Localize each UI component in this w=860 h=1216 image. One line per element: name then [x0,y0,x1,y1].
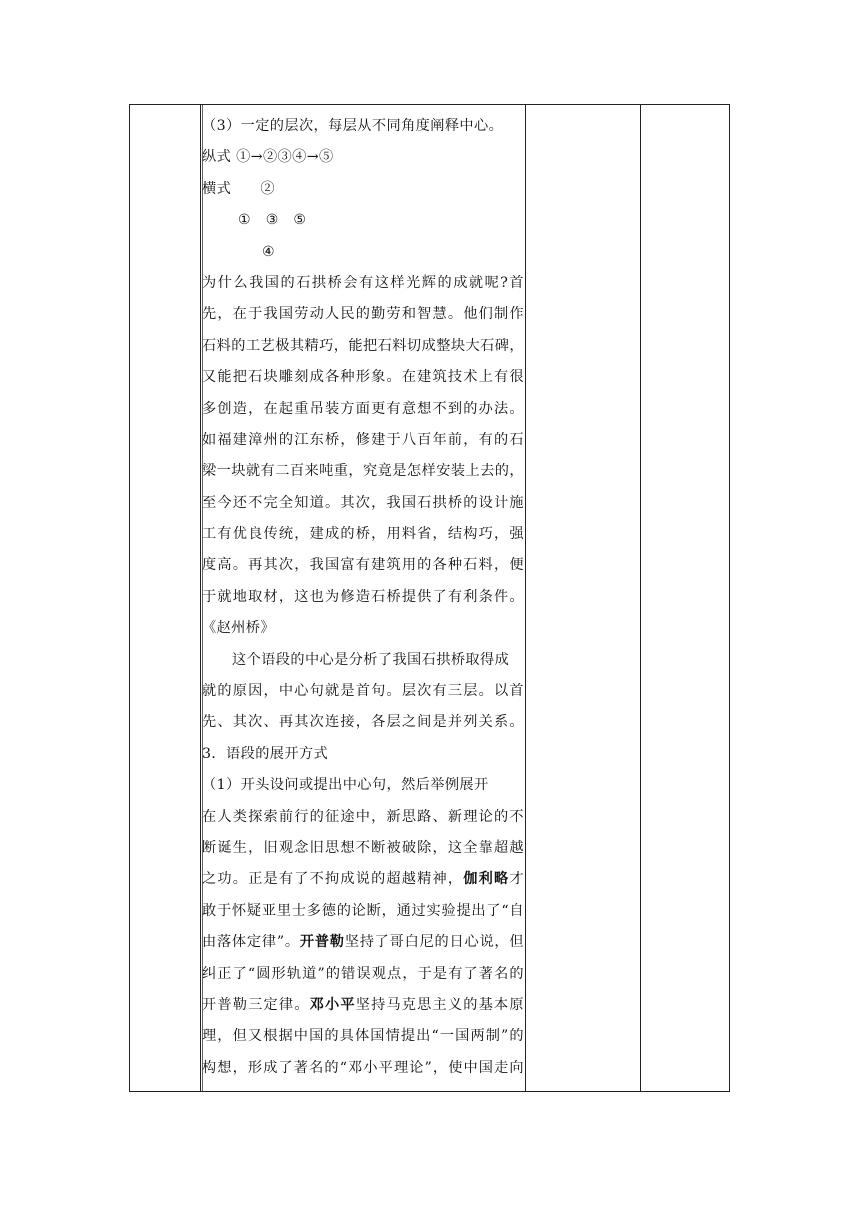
text-line: 先，在于我国劳动人民的勤劳和智慧。他们制作 [202,306,524,323]
text-line: 在人类探索前行的征途中，新思路、新理论的不 [202,808,524,825]
text-line: 至今还不完全知道。其次，我国石拱桥的设计施 [202,494,524,511]
text-line: 先、其次、再其次连接，各层之间是并列关系。 [202,714,524,731]
text-segment: 才 [509,871,524,888]
text-line: 《赵州桥》 [202,620,275,637]
text-segment: 由落体定律”。 [202,934,300,951]
text-line: 构想，形成了著名的“邓小平理论”，使中国走向 [202,1059,524,1076]
text-line: 纠正了“圆形轨道”的错误观点，于是有了著名的 [202,965,524,982]
text-line: （3）一定的层次，每层从不同角度阐释中心。 [202,118,504,134]
section-heading: 3．语段的展开方式 [202,745,329,762]
text-line: 如福建漳州的江东桥，修建于八百年前，有的石 [202,431,524,448]
text-line: 横式 ② [202,180,275,197]
text-line: 这个语段的中心是分析了我国石拱桥取得成 [232,651,510,668]
text-line: 梁一块就有二百来吨重，究竟是怎样安装上去的， [202,463,524,480]
text-line: 于就地取材，这也为修造石桥提供了有利条件。 [202,588,524,605]
text-line: 为什么我国的石拱桥会有这样光辉的成就呢?首 [202,274,524,291]
text-line: 敢于怀疑亚里士多德的论断，通过实验提出了“自 [202,902,524,919]
text-segment: 开普勒三定律。 [202,996,310,1013]
text-line: 理，但又根据中国的具体国情提出“一国两制”的 [202,1028,524,1045]
text-line: （1）开头设问或提出中心句，然后举例展开 [202,777,489,794]
lesson-table [129,104,730,1092]
text-segment: 坚持马克思主义的基本原 [355,996,524,1013]
text-line: 就的原因，中心句就是首句。层次有三层。以首 [202,683,524,700]
text-segment: 坚持了哥白尼的日心说，但 [344,934,524,951]
text-line: 纵式 ①→②③④→⑤ [202,149,334,166]
text-line: 石料的工艺极其精巧，能把石料切成整块大石碑， [202,337,524,354]
column-divider-2 [525,105,526,1091]
bold-name: 伽利略 [463,871,510,888]
column-divider-3 [640,105,641,1091]
text-line-with-bold [202,864,524,895]
text-line: 工有优良传统，建成的桥，用料省，结构巧，强 [202,526,524,543]
text-line: ① ③ ⑤ [238,212,307,229]
text-segment: 之功。正是有了不拘成说的超越精神， [202,871,464,888]
bold-name: 开普勒 [299,934,345,951]
text-line: 度高。再其次，我国富有建筑用的各种石料，便 [202,557,524,574]
bold-name: 邓小平 [309,996,356,1013]
content-cell [202,111,524,1084]
text-line: 多创造，在起重吊装方面更有意想不到的办法。 [202,400,524,417]
text-line-with-bold [202,990,524,1021]
text-line: 又能把石块雕刻成各种形象。在建筑技术上有很 [202,369,524,386]
text-line: ④ [262,243,276,260]
column-divider-1 [200,105,201,1091]
text-line-with-bold [202,927,524,958]
text-line: 断诞生，旧观念旧思想不断被破除，这全靠超越 [202,839,524,856]
